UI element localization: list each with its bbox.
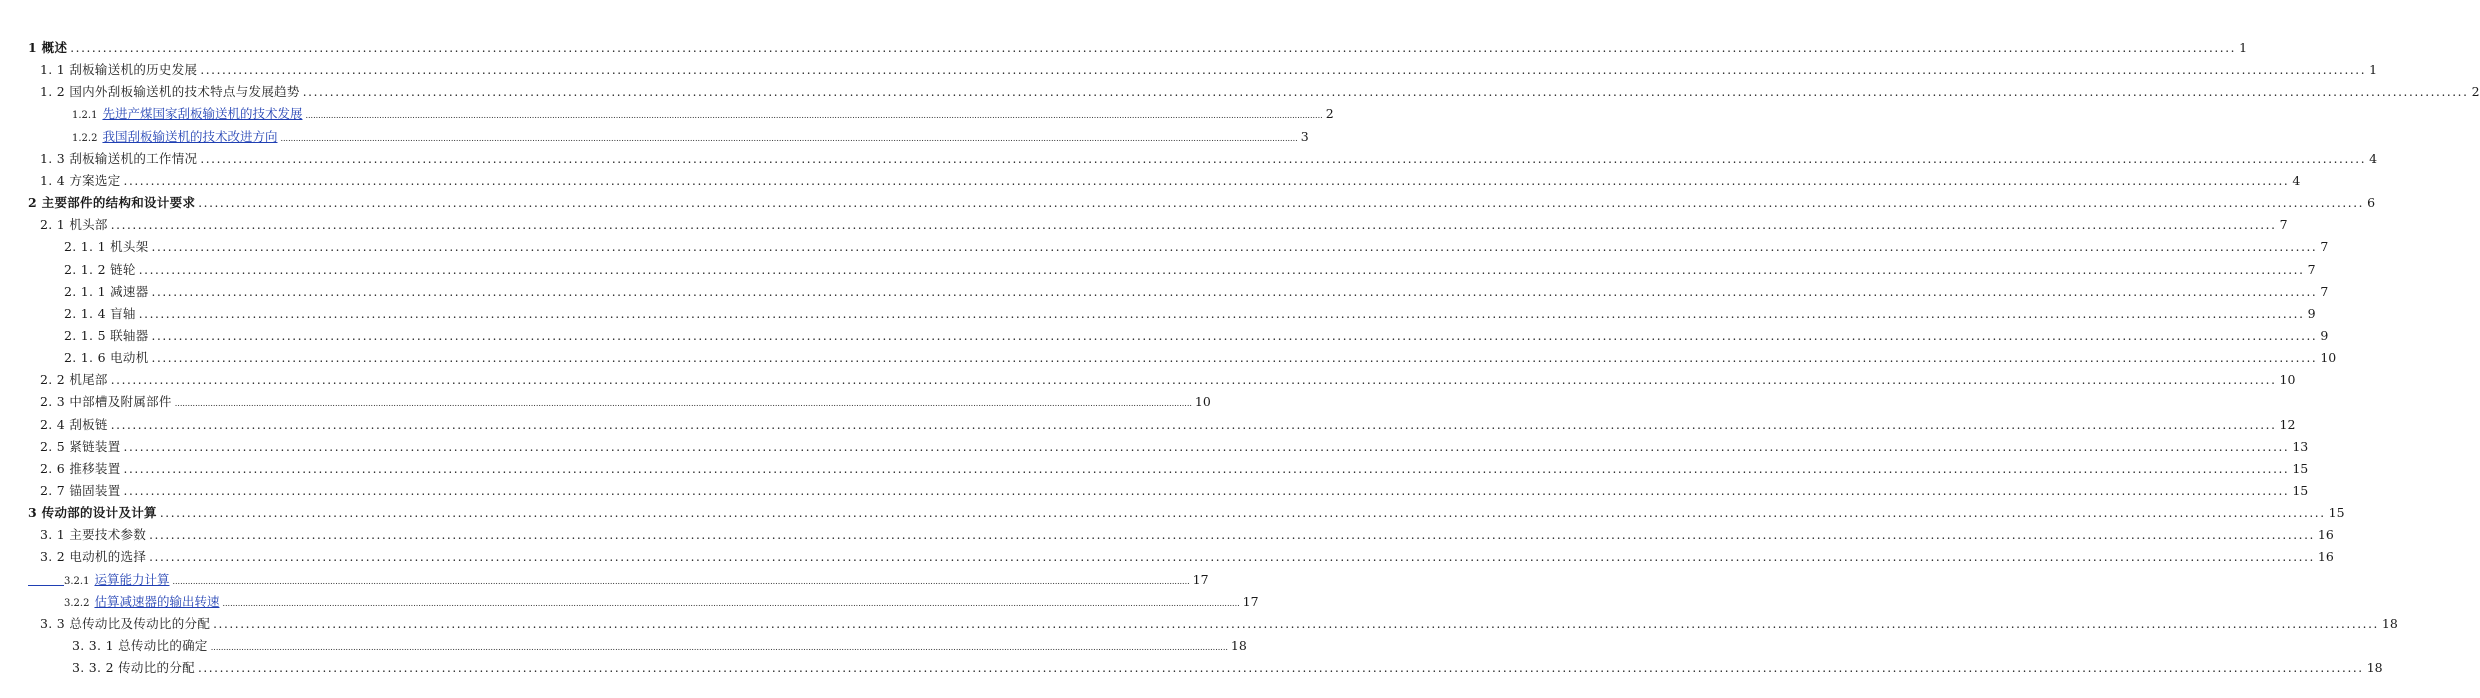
toc-entry-number: 3.2.2 xyxy=(64,597,90,609)
toc-entry-link[interactable]: 运算能力计算 xyxy=(94,571,170,587)
toc-page-number: 4 xyxy=(2369,150,2378,166)
toc-entry xyxy=(28,38,2248,56)
toc-page-number: 1 xyxy=(2369,62,2378,78)
toc-page-number: 9 xyxy=(2320,327,2329,343)
toc-entry xyxy=(64,237,2329,255)
toc-entry-label: 3. 3. 2 传动比的分配 xyxy=(72,660,195,676)
toc-dot-leader: ................................................................................................................................................................................................................................................................................................................................................................................................................ xyxy=(198,196,2365,211)
toc-entry-label: 1. 4 方案选定 xyxy=(40,172,121,188)
toc-entry xyxy=(64,326,2329,344)
toc-entry-label: 2 主要部件的结构和设计要求 xyxy=(28,195,196,211)
toc-page-number: 18 xyxy=(2366,660,2383,676)
toc-entry-label: 1. 1 刮板输送机的历史发展 xyxy=(40,62,198,78)
toc-page-number: 3 xyxy=(1300,128,1309,144)
toc-page-number: 16 xyxy=(2317,549,2334,565)
toc-dot-leader: ................................................................................................................................................................................................................................................................................................................................................................................................................ xyxy=(138,306,2305,321)
toc-entry-label: 2. 7 锚固装置 xyxy=(40,483,121,498)
toc-page-number: 10 xyxy=(1194,394,1211,410)
toc-entry-label: 2. 1. 4 盲轴 xyxy=(64,305,136,321)
toc-page-number: 17 xyxy=(1192,571,1209,587)
toc-dot-leader: ................................................................................................................................................................................................................................................................................................................................................................................................................ xyxy=(305,111,1323,121)
toc-entry-label: 2. 1. 5 联轴器 xyxy=(64,327,149,343)
toc-dot-leader: ................................................................................................................................................................................................................................................................................................................................................................................................................ xyxy=(110,373,2277,388)
toc-entry-label: 3. 3 总传动比及传动比的分配 xyxy=(40,615,211,631)
toc-entry-number: 3.2.1 xyxy=(64,575,90,587)
toc-entry-label: 1. 3 刮板输送机的工作情况 xyxy=(40,150,198,166)
toc-dot-leader: ................................................................................................................................................................................................................................................................................................................................................................................................................ xyxy=(302,85,2469,100)
toc-entry xyxy=(64,348,2337,366)
toc-dot-leader: ................................................................................................................................................................................................................................................................................................................................................................................................................ xyxy=(110,417,2277,432)
toc-entry-link[interactable]: 我国刮板输送机的技术改进方向 xyxy=(102,128,278,144)
toc-entry xyxy=(40,370,2296,388)
toc-entry-label: 2. 1. 6 电动机 xyxy=(64,350,149,366)
toc-page-number: 9 xyxy=(2307,305,2316,321)
toc-entry[interactable] xyxy=(64,570,1209,588)
toc-entry-label: 2. 6 推移装置 xyxy=(40,460,121,476)
toc-page-number: 13 xyxy=(2292,438,2309,454)
toc-entry-label: 2. 1. 1 减速器 xyxy=(64,283,149,299)
toc-entry xyxy=(40,614,2398,632)
toc-entry xyxy=(40,392,1211,410)
toc-entry-number: 1.2.2 xyxy=(72,132,98,144)
toc-entry xyxy=(40,481,2309,499)
toc-page-number: 1 xyxy=(2239,40,2248,55)
toc-entry xyxy=(40,171,2301,189)
toc-dot-leader: ................................................................................................................................................................................................................................................................................................................................................................................................................ xyxy=(200,63,2367,78)
toc-page-number: 10 xyxy=(2320,350,2337,366)
toc-dot-leader: ................................................................................................................................................................................................................................................................................................................................................................................................................ xyxy=(213,616,2379,631)
toc-dot-leader: ................................................................................................................................................................................................................................................................................................................................................................................................................ xyxy=(151,328,2318,343)
toc-page-number: 15 xyxy=(2292,483,2309,498)
toc-entry xyxy=(28,193,2376,211)
toc-entry xyxy=(40,415,2296,433)
toc-page-number: 18 xyxy=(1230,638,1247,654)
toc-entry xyxy=(72,658,2383,676)
toc-entry xyxy=(40,215,2288,233)
toc-entry[interactable] xyxy=(64,592,1259,610)
toc-entry xyxy=(40,547,2334,565)
toc-dot-leader: ................................................................................................................................................................................................................................................................................................................................................................................................................ xyxy=(123,461,2290,476)
toc-page-number: 18 xyxy=(2381,615,2398,631)
toc-entry xyxy=(40,60,2378,78)
toc-entry xyxy=(72,636,1247,654)
toc-dot-leader: ................................................................................................................................................................................................................................................................................................................................................................................................................ xyxy=(70,41,2237,55)
toc-entry-label: 3 传动部的设计及计算 xyxy=(28,505,157,521)
toc-entry xyxy=(64,260,2316,278)
toc-entry-label: 2. 5 紧链装置 xyxy=(40,438,121,454)
toc-dot-leader: ................................................................................................................................................................................................................................................................................................................................................................................................................ xyxy=(123,439,2290,454)
toc-dot-leader: ................................................................................................................................................................................................................................................................................................................................................................................................................ xyxy=(151,284,2318,299)
toc-entry-label: 2. 3 中部槽及附属部件 xyxy=(40,394,172,410)
toc-dot-leader: ................................................................................................................................................................................................................................................................................................................................................................................................................ xyxy=(110,218,2277,233)
toc-entry-label: 1. 2 国内外刮板输送机的技术特点与发展趋势 xyxy=(40,84,300,100)
toc-entry xyxy=(40,82,2480,100)
toc-entry-label: 3. 1 主要技术参数 xyxy=(40,527,147,543)
toc-page-number: 16 xyxy=(2317,527,2334,543)
toc-page-number: 7 xyxy=(2279,217,2288,233)
toc-dot-leader: ................................................................................................................................................................................................................................................................................................................................................................................................................ xyxy=(280,133,1298,143)
toc-entry xyxy=(40,459,2309,477)
toc-entry-label: 2. 1. 1 机头架 xyxy=(64,239,149,255)
toc-dot-leader: ................................................................................................................................................................................................................................................................................................................................................................................................................ xyxy=(149,550,2315,565)
toc-dot-leader: ................................................................................................................................................................................................................................................................................................................................................................................................................ xyxy=(172,576,1190,586)
toc-page-number: 15 xyxy=(2292,460,2309,476)
toc-dot-leader: ................................................................................................................................................................................................................................................................................................................................................................................................................ xyxy=(138,262,2305,277)
toc-dot-leader: ................................................................................................................................................................................................................................................................................................................................................................................................................ xyxy=(210,643,1228,653)
toc-entry[interactable] xyxy=(72,104,1334,122)
toc-dot-leader: ................................................................................................................................................................................................................................................................................................................................................................................................................ xyxy=(222,598,1240,608)
toc-page-number: 2 xyxy=(2471,84,2480,100)
toc-entry xyxy=(28,503,2345,521)
toc-dot-leader: ................................................................................................................................................................................................................................................................................................................................................................................................................ xyxy=(149,528,2315,543)
toc-entry-number: 1.2.1 xyxy=(72,110,98,122)
toc-dot-leader: ................................................................................................................................................................................................................................................................................................................................................................................................................ xyxy=(151,351,2318,366)
toc-dot-leader: ................................................................................................................................................................................................................................................................................................................................................................................................................ xyxy=(159,506,2326,521)
toc-entry-link[interactable]: 估算减速器的输出转速 xyxy=(94,593,220,609)
toc-entry xyxy=(40,437,2309,455)
toc-dot-leader: ................................................................................................................................................................................................................................................................................................................................................................................................................ xyxy=(123,173,2290,188)
toc-entry xyxy=(40,525,2334,543)
toc-entry-label: 3. 2 电动机的选择 xyxy=(40,549,147,565)
link-underline-bar xyxy=(28,585,64,586)
toc-page-number: 6 xyxy=(2367,195,2376,211)
toc-page-number: 2 xyxy=(1325,106,1334,122)
toc-page-number: 15 xyxy=(2328,505,2345,521)
toc-entry xyxy=(64,304,2316,322)
toc-page-number: 17 xyxy=(1242,593,1259,609)
toc-entry-link[interactable]: 先进产煤国家刮板输送机的技术发展 xyxy=(102,106,303,122)
toc-page-number: 7 xyxy=(2307,261,2316,277)
toc-dot-leader: ................................................................................................................................................................................................................................................................................................................................................................................................................ xyxy=(197,661,2364,676)
toc-entry-label: 2. 2 机尾部 xyxy=(40,372,108,388)
toc-dot-leader: ................................................................................................................................................................................................................................................................................................................................................................................................................ xyxy=(174,399,1192,409)
toc-dot-leader: ................................................................................................................................................................................................................................................................................................................................................................................................................ xyxy=(123,484,2290,498)
toc-entry-label: 2. 4 刮板链 xyxy=(40,416,108,432)
toc-entry xyxy=(64,282,2329,300)
toc-page-number: 4 xyxy=(2292,172,2301,188)
toc-entry-label: 2. 1. 2 链轮 xyxy=(64,261,136,277)
toc-dot-leader: ................................................................................................................................................................................................................................................................................................................................................................................................................ xyxy=(151,240,2318,255)
toc-page-number: 10 xyxy=(2279,372,2296,388)
toc-entry xyxy=(40,149,2378,167)
toc-page-number: 7 xyxy=(2320,239,2329,255)
toc-entry-label: 3. 3. 1 总传动比的确定 xyxy=(72,638,208,654)
toc-entry-label: 1 概述 xyxy=(28,40,68,55)
toc-dot-leader: ................................................................................................................................................................................................................................................................................................................................................................................................................ xyxy=(200,151,2367,166)
toc-entry[interactable] xyxy=(72,127,1309,145)
toc-entry-label: 2. 1 机头部 xyxy=(40,217,108,233)
toc-page-number: 12 xyxy=(2279,416,2296,432)
toc-page-number: 7 xyxy=(2320,283,2329,299)
